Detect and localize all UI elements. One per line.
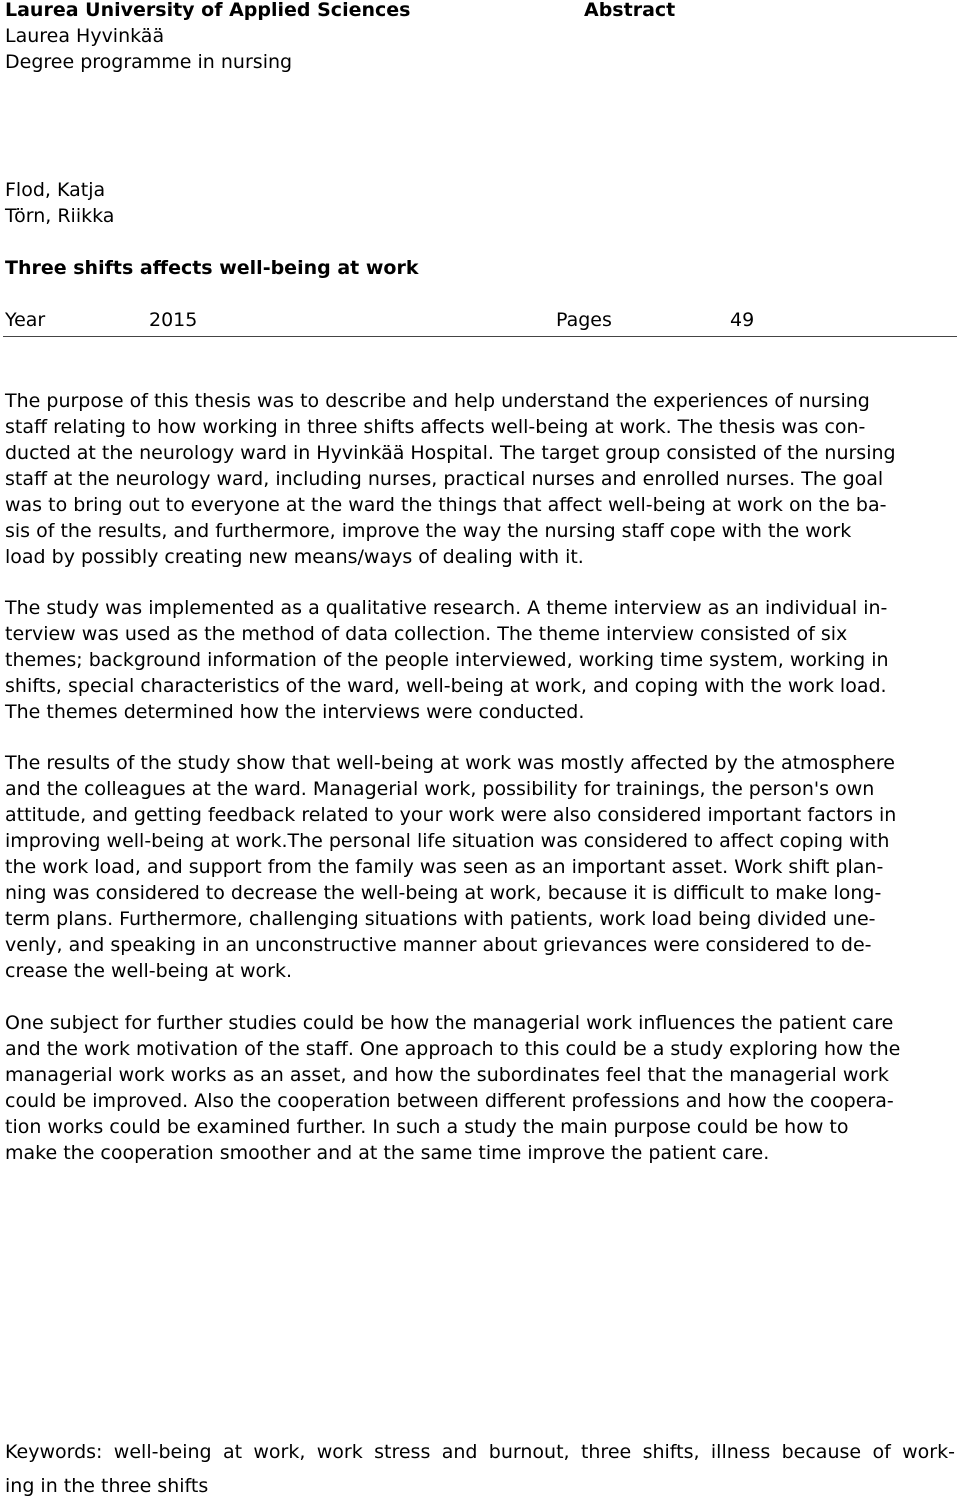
- thesis-title: Three shifts affects well-being at work: [5, 257, 419, 279]
- abstract-paragraph: [5, 595, 955, 725]
- paragraph-line: terview was used as the method of data collection. The theme interview consisted of six: [5, 623, 848, 645]
- paragraph-line: staff at the neurology ward, including nurses, practical nurses and enrolled nurses. The goal: [5, 468, 884, 490]
- keywords: [5, 1435, 955, 1503]
- paragraph-line: The purpose of this thesis was to describe and help understand the experiences of nursing: [5, 390, 870, 412]
- info-divider: [3, 336, 957, 337]
- author-name: Törn, Riikka: [5, 205, 115, 227]
- year-label: Year: [5, 309, 46, 331]
- paragraph-line: load by possibly creating new means/ways of dealing with it.: [5, 546, 584, 568]
- author-name: Flod, Katja: [5, 179, 106, 201]
- paragraph-line: crease the well-being at work.: [5, 960, 292, 982]
- pages-label: Pages: [556, 309, 612, 331]
- paragraph-line: improving well-being at work.The personal life situation was considered to affect coping with: [5, 830, 890, 852]
- keywords-line: ing in the three shifts: [5, 1475, 209, 1497]
- paragraph-line: The study was implemented as a qualitative research. A theme interview as an individual in-: [5, 597, 888, 619]
- year-value: 2015: [149, 309, 198, 331]
- paragraph-line: and the colleagues at the ward. Managerial work, possibility for trainings, the person's own: [5, 778, 875, 800]
- programme-name: Degree programme in nursing: [5, 51, 293, 73]
- paragraph-line: sis of the results, and furthermore, improve the way the nursing staff cope with the work: [5, 520, 852, 542]
- paragraph-line: venly, and speaking in an unconstructive manner about grievances were considered to de-: [5, 934, 872, 956]
- pages-value: 49: [730, 309, 755, 331]
- paragraph-line: and the work motivation of the staff. One approach to this could be a study exploring how the: [5, 1038, 901, 1060]
- paragraph-line: ducted at the neurology ward in Hyvinkää Hospital. The target group consisted of the nursing: [5, 442, 896, 464]
- abstract-paragraph: [5, 750, 955, 984]
- paragraph-line: make the cooperation smoother and at the same time improve the patient care.: [5, 1142, 770, 1164]
- paragraph-line: managerial work works as an asset, and how the subordinates feel that the managerial work: [5, 1064, 889, 1086]
- paragraph-line: could be improved. Also the cooperation between different professions and how the coopera-: [5, 1090, 894, 1112]
- paragraph-line: shifts, special characteristics of the ward, well-being at work, and coping with the work load.: [5, 675, 887, 697]
- paragraph-line: ning was considered to decrease the well-being at work, because it is difficult to make long-: [5, 882, 882, 904]
- abstract-paragraph: [5, 388, 955, 570]
- paragraph-line: was to bring out to everyone at the ward the things that affect well-being at work on the ba-: [5, 494, 887, 516]
- university-name: Laurea University of Applied Sciences: [5, 0, 411, 21]
- paragraph-line: The results of the study show that well-being at work was mostly affected by the atmosphere: [5, 752, 895, 774]
- paragraph-line: One subject for further studies could be how the managerial work influences the patient care: [5, 1012, 894, 1034]
- author-list: [5, 177, 114, 229]
- campus-name: Laurea Hyvinkää: [5, 25, 165, 47]
- paragraph-line: The themes determined how the interviews were conducted.: [5, 701, 585, 723]
- header-block: [5, 0, 410, 75]
- keywords-line: Keywords: well-being at work, work stress and burnout, three shifts, illness because of work-: [5, 1441, 955, 1463]
- paragraph-line: staff relating to how working in three shifts affects well-being at work. The thesis was con-: [5, 416, 866, 438]
- paragraph-line: attitude, and getting feedback related to your work were also considered important factors in: [5, 804, 897, 826]
- paragraph-line: term plans. Furthermore, challenging situations with patients, work load being divided une-: [5, 908, 876, 930]
- abstract-paragraph: [5, 1010, 955, 1166]
- paragraph-line: themes; background information of the people interviewed, working time system, working in: [5, 649, 889, 671]
- paragraph-line: tion works could be examined further. In such a study the main purpose could be how to: [5, 1116, 849, 1138]
- document-type: Abstract: [584, 0, 676, 21]
- paragraph-line: the work load, and support from the family was seen as an important asset. Work shift plan-: [5, 856, 884, 878]
